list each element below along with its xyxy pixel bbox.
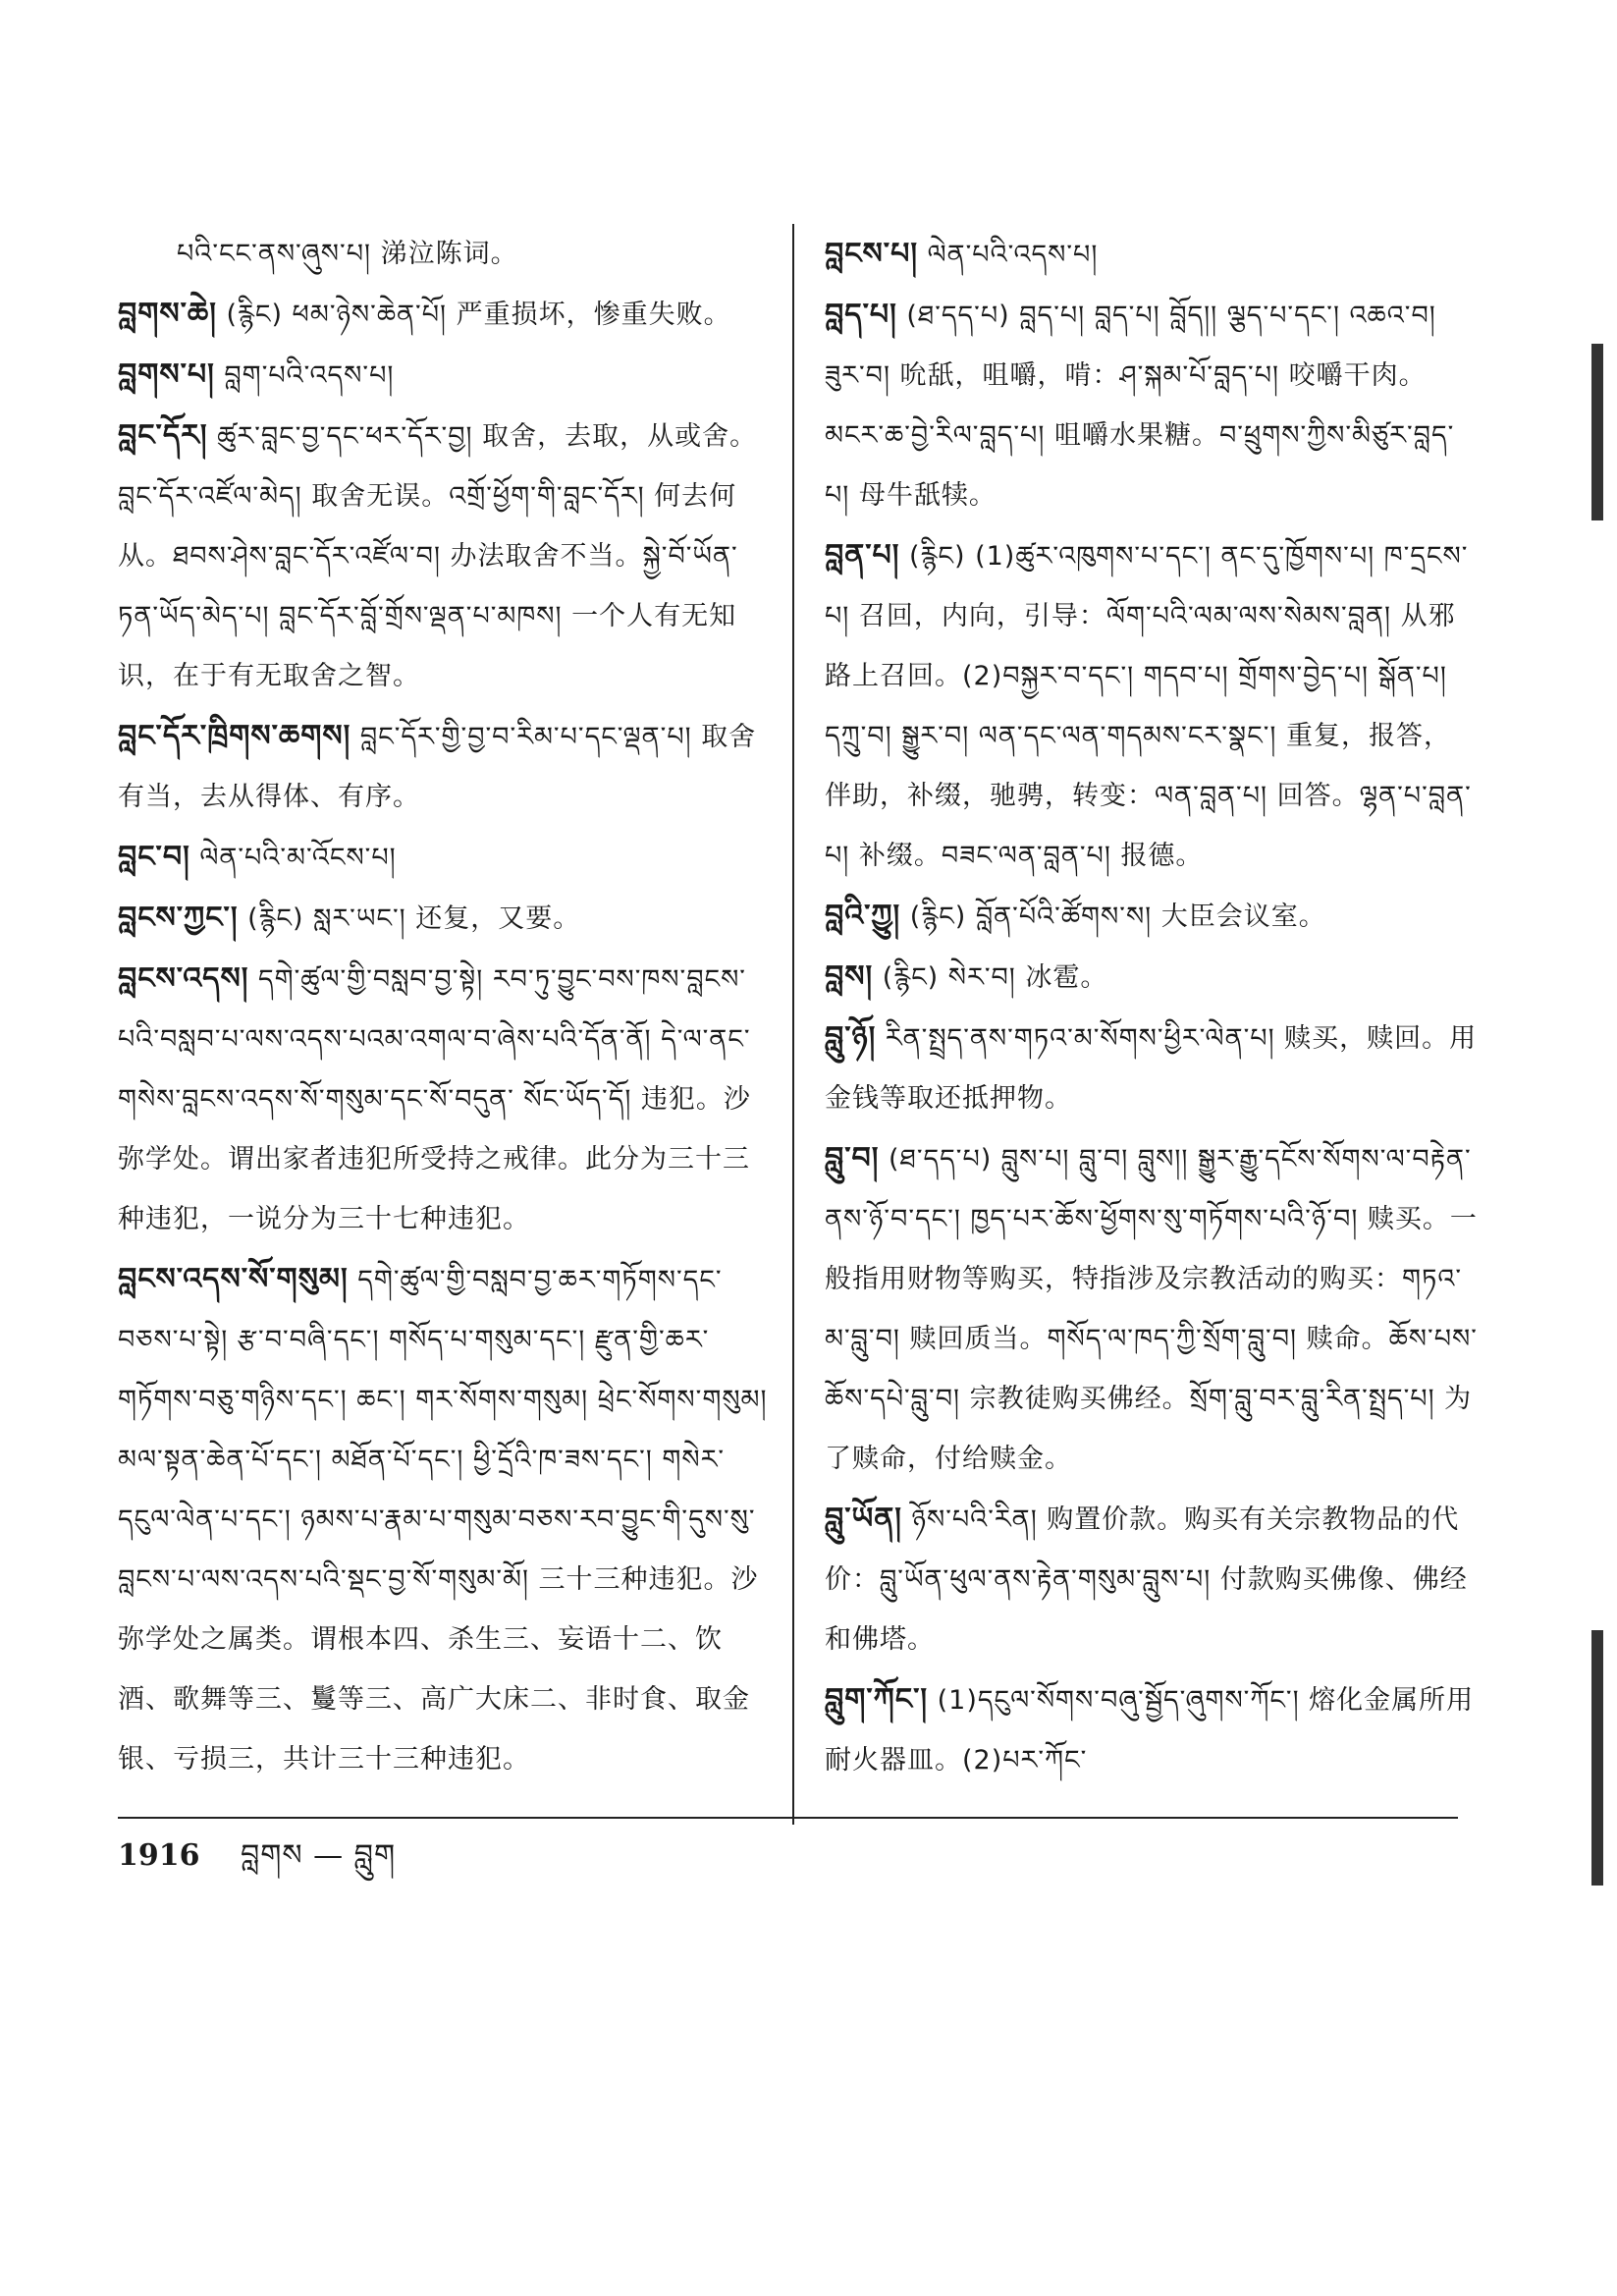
entry-text: (ཐ་དད་པ) བླད་པ། བླད་པ། བློད།། ལྕད་པ་དང་། འཆའ་བ། ཟུར་བ། 吮舐，咀嚼，啃：ཤ་སྐམ་པོ་བླད་པ། 咬嚼干肉。མངར་ཆ་བྱེ་རིལ་བླད་པ། 咀嚼水果糖。བ་ཕྲུགས་ཀྱིས་མིཙུར་བླད་པ། 母牛舐犊。: [825, 301, 1455, 511]
entry-headword: བླགས་པ།: [118, 357, 215, 392]
entry-text: (རྙིང) སེར་བ། 冰雹。: [873, 962, 1108, 993]
entry-headword: བླང་དོར་ཁྲིགས་ཆགས།: [118, 719, 351, 753]
entry-text: (རྙིང) ཕམ་ཉེས་ཆེན་པོ། 严重损坏，惨重失败。: [216, 300, 731, 330]
dictionary-entry: [825, 947, 1478, 1008]
left-column: [118, 224, 771, 1789]
entry-headword: བླངས་འདས་སོ་གསུམ།: [118, 1262, 349, 1296]
entry-headword: བླང་བ།: [118, 840, 190, 874]
dictionary-entry: [118, 949, 771, 1249]
column-divider: [792, 224, 794, 1825]
page-number: 1916: [118, 1838, 200, 1873]
dictionary-entry: [825, 1128, 1478, 1489]
entry-text: (ཐ་དད་པ) བླུས་པ། བླུ་བ། བླུས།། སྒྱུར་རྒྱུ་དངོས་སོགས་ལ་བརྟེན་ནས་ཉོ་བ་དང་། ཁྱད་པར་ཆོས་ཕྱོགས་སུ་གཏོགས་པའི་ཉོ་བ། 赎买。一般指用财物等购买，特指涉及宗教活动的购买：གཏའ་མ་བླུ་བ། 赎回质当。གསོད་ལ་ཁད་ཀྱི་སྲོག་བླུ་བ། 赎命。ཆོས་པས་ཆོས་དཔེ་བླུ་བ། 宗教徒购买佛经。སྲོག་བླུ་བར་བླུ་རིན་སྤྲད་པ། 为了赎命，付给赎金。: [825, 1144, 1478, 1474]
dictionary-entry: [825, 886, 1478, 947]
entry-text: ལེན་པའི་མ་འོངས་པ།: [189, 843, 397, 873]
dictionary-entry: [118, 827, 771, 888]
entry-headword: བླད་པ།: [825, 298, 897, 332]
entry-text: (1)དངུལ་སོགས་བཞུ་སྦྱོད་ཞུགས་ཀོང་། 熔化金属所用耐火器皿。(2)པར་ཀོང་: [825, 1685, 1475, 1776]
entry-text: དགེ་ཚུལ་གྱི་བསླབ་བྱ་སྟེ། རབ་ཏུ་བྱུང་བས་ཁས་བླངས་པའི་བསླབ་པ་ལས་འདས་པའམ་འགལ་བ་ཞེས་པའི་དོན་ནོ། དེ་ལ་ནང་གསེས་བླངས་འདས་སོ་གསུམ་དང་སོ་བདུན་ སོང་ཡོད་དོ། 违犯。沙弥学处。谓出家者违犯所受持之戒律。此分为三十三种违犯，一说分为三十七种违犯。: [118, 964, 751, 1234]
entry-headword: བླུག་ཀོང་།: [825, 1682, 929, 1717]
entry-headword: བླངས་ཀྱང་།: [118, 901, 239, 935]
entry-headword: བླས།: [825, 959, 874, 994]
dictionary-entry: [118, 1249, 771, 1789]
entry-text: (རྙིང) བློན་པོའི་ཚོགས་ས། 大臣会议室。: [900, 902, 1326, 932]
entry-text: (རྙིང) སླར་ཡང་། 还复，又要。: [238, 903, 581, 934]
entry-headword: བླུ་ཡོན།: [825, 1502, 902, 1536]
entry-headword: བླངས་འདས།: [118, 961, 249, 996]
dictionary-entry: [118, 406, 771, 706]
entry-text: པའི་ངང་ནས་ཞུས་པ། 涕泣陈词。: [177, 239, 518, 269]
page-footer: [118, 1827, 396, 1886]
entry-text: ཚུར་བླང་བྱ་དང་ཕར་དོར་བྱ། 取舍，去取，从或舍。བླང་དོར་འཛོལ་མེད། 取舍无误。འགྲོ་ཕྱོག་གི་བླང་དོར། 何去何从。ཐབས་ཤེས་བླང་དོར་འཛོལ་བ། 办法取舍不当。སྐྱེ་བོ་ཡོན་ཏན་ཡོད་མེད་པ། བླང་དོར་བློ་གྲོས་ལྡན་པ་མཁས། 一个人有无知识，在于有无取舍之智。: [118, 421, 758, 691]
entry-text: བླང་དོར་གྱི་བྱ་བ་རིམ་པ་དང་ལྡན་པ། 取舍有当，去从得体、有序。: [118, 722, 757, 812]
footer-rule: [118, 1817, 1458, 1819]
dictionary-entry: [118, 706, 771, 827]
entry-text: རིན་སྤྲད་ནས་གཏའ་མ་སོགས་ཕྱིར་ལེན་པ། 赎买，赎回。用金钱等取还抵押物。: [825, 1023, 1478, 1114]
entry-headword: བླའི་ཀྱུ།: [825, 899, 901, 933]
dictionary-entry: [825, 1489, 1478, 1669]
dictionary-entry: [825, 1008, 1478, 1128]
dictionary-entry: [118, 345, 771, 406]
dictionary-entry: [118, 284, 771, 345]
dictionary-entry: [825, 224, 1478, 285]
dictionary-entry: [118, 888, 771, 949]
entry-headword: བླགས་ཆེ།: [118, 297, 217, 331]
entry-text: ཉོས་པའི་རིན། 购置价款。购买有关宗教物品的代价：བླུ་ཡོན་ཕུལ་ནས་རྟེན་གསུམ་བླུས་པ། 付款购买佛像、佛经和佛塔。: [825, 1504, 1468, 1655]
entry-text: བླག་པའི་འདས་པ།: [214, 360, 395, 391]
entry-headword: བླངས་པ།: [825, 237, 918, 271]
page-range: བླགས — བླུག: [241, 1838, 397, 1873]
entry-headword: བླང་དོར།: [118, 418, 208, 453]
entry-headword: བླན་པ།: [825, 538, 900, 573]
dictionary-entry: [825, 285, 1478, 525]
right-column: [825, 224, 1478, 1790]
entry-headword: བླུ་ཉོ།: [825, 1020, 877, 1055]
entry-text: ལེན་པའི་འདས་པ།: [917, 240, 1099, 270]
entry-headword: བླུ་བ།: [825, 1141, 880, 1175]
scan-edge-marks: [1591, 344, 1603, 1895]
entry-text: (རྙིང) (1)ཚུར་འཁུགས་པ་དང་། ནང་དུ་ཁྱོགས་པ། ཁ་དྲངས་པ། 召回，内向，引导：ལོག་པའི་ལམ་ལས་སེམས་བླན། 从邪路上召回。(2)བསྐྱར་བ་དང་། གདབ་པ། གྲོགས་བྱེད་པ། སྒོན་པ། དཀྲུ་བ། སྒྱུར་བ། ལན་དང་ལན་གདམས་ངར་སྣང་། 重复，报答，伴助，补缀，驰骋，转变：ལན་བླན་པ། 回答。ལྷན་པ་བླན་པ། 补缀。བཟང་ལན་བླན་པ། 报德。: [825, 541, 1472, 871]
dictionary-entry: [825, 1669, 1478, 1790]
dictionary-entry: [118, 224, 771, 284]
dictionary-entry: [825, 525, 1478, 886]
entry-text: དགེ་ཚུལ་གྱི་བསླབ་བྱ་ཆར་གཏོགས་དང་བཅས་པ་སྟེ། རྩ་བ་བཞི་དང་། གསོད་པ་གསུམ་དང་། རྫུན་གྱི་ཆར་གཏོགས་བཅུ་གཉིས་དང་། ཆང་། གར་སོགས་གསུམ། ཕྲེང་སོགས་གསུམ། མལ་སྟན་ཆེན་པོ་དང་། མཐོན་པོ་དང་། ཕྱི་དྲོའི་ཁ་ཟས་དང་། གསེར་དངུལ་ལེན་པ་དང་། ཉམས་པ་རྣམ་པ་གསུམ་བཅས་རབ་བྱུང་གི་དུས་སུ་བླངས་པ་ལས་འདས་པའི་སྡང་བྱ་སོ་གསུམ་མོ། 三十三种违犯。沙弥学处之属类。谓根本四、杀生三、妄语十二、饮酒、歌舞等三、鬘等三、高广大床二、非时食、取金银、亏损三，共计三十三种违犯。: [118, 1265, 768, 1775]
